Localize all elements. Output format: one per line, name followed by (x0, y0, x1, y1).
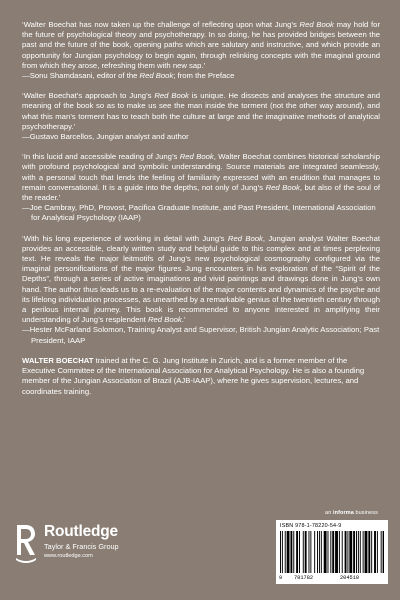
publisher-url: www.routledge.com (44, 553, 93, 559)
barcode-digit-group: 781782 (294, 575, 314, 581)
endorsement-attribution: —Sonu Shamdasani, editor of the Red Book; from the Preface (22, 71, 235, 81)
barcode-bar (363, 531, 364, 573)
barcode-bar (377, 531, 378, 573)
endorsement-attribution: —Joe Cambray, PhD, Provost, Pacifica Graduate Institute, and Past President, International Association for Analytical Psychology (IAAP) (22, 203, 376, 223)
barcode-bar (321, 531, 322, 573)
barcode-bar (303, 531, 304, 573)
barcode-bar (314, 531, 315, 573)
barcode-bar (299, 531, 300, 573)
barcode-bar (290, 531, 292, 573)
barcode-bars (280, 531, 384, 573)
barcode-bar (347, 531, 348, 573)
barcode-bar (371, 531, 372, 573)
publisher-group: Taylor & Francis Group (44, 542, 119, 551)
barcode-digits (276, 575, 388, 583)
barcode-bar (349, 531, 352, 573)
endorsement-attribution: —Hester McFarland Solomon, Training Analyst and Supervisor, British Jungian Analytic Association; Past President, IAAP (22, 325, 380, 345)
barcode-bar (282, 531, 283, 573)
barcode-bar (335, 531, 338, 573)
endorsement-2 (22, 91, 380, 142)
barcode-bar (332, 531, 334, 573)
cover-texts (22, 20, 380, 397)
barcode-bar (309, 531, 310, 573)
barcode-bar (324, 531, 327, 573)
barcode-bar (317, 531, 318, 573)
barcode-digit-group: 9 (279, 575, 283, 581)
endorsement-quote: ‘With his long experience of working in detail with Jung’s Red Book, Jungian analyst Walter Boechat provides an accessible, clearly written study and helpful guide to this complex and at times perplexing text. He reveals the major leitmotifs of Jung’s new psychological cosmography configured via the imaginal personifications of the major figures Jung encounters in his exploration of the “Spirit of the Depths”, through a series of active imaginations and vivid paintings and drawings done in Jung’s own hand. The author thus leads us to a re-evaluation of the major contents and dynamics of the psyche and its lifelong individuation processes, as unearthed by a remarkable genius of the twentieth century through a perilous internal journey. This book is recommended to anyone interested in amplifying their understanding of Jung’s resplendent Red Book.’ (22, 233, 380, 325)
barcode-bar (381, 531, 382, 573)
barcode-bar (356, 531, 357, 573)
informa-tagline: an informa business (325, 510, 378, 516)
isbn-barcode (276, 520, 388, 584)
barcode-bar (280, 531, 281, 573)
barcode-bar (285, 531, 286, 573)
author-name: WALTER BOECHAT (22, 355, 94, 365)
barcode-bar (339, 531, 340, 573)
barcode-bar (374, 531, 376, 573)
barcode-bar (342, 531, 343, 573)
barcode-bar (310, 531, 311, 573)
barcode-bar (305, 531, 307, 573)
publisher-logo (14, 523, 164, 583)
endorsement-quote: ‘In this lucid and accessible reading of Jung’s Red Book, Walter Boechat combines historical scholarship with profound psychological and symbolic understanding. Source materials are integrated seamlessly, with a personal touch that lends the feeling of familiarity expressed with an erudition that manages to remain conversational. It is a guide into the depths, not only of Jung’s Red Book, but also of the soul of the reader.’ (22, 152, 380, 203)
barcode-bar (358, 531, 359, 573)
barcode-bar (365, 531, 368, 573)
barcode-bar (368, 531, 370, 573)
endorsement-quote: ‘Walter Boechat’s approach to Jung’s Red Book is unique. He dissects and analyses the structure and meaning of the book so as to make us see the man inside the torment (not the other way around), and what this man’s torment has to teach both the culture at large and the imaginative methods of analytical psychotherapy.’ (22, 91, 381, 131)
endorsement-quote: ‘Walter Boechat has now taken up the challenge of reflecting upon what Jung’s Red Book may hold for the future of psychological theory and psychotherapy. In so doing, he has provided bridges between the past and the future of the book, opening paths which are salutary and instructive, and which provide an opportunity for Jungian psychology to begin again, through relinking concepts with the imaginal ground from which they arose, refreshing them with new sap.’ (22, 20, 381, 70)
barcode-bar (319, 531, 320, 573)
barcode-bar (383, 531, 384, 573)
barcode-bar (328, 531, 329, 573)
endorsement-4 (22, 234, 380, 346)
author-bio: WALTER BOECHAT trained at the C. G. Jung Institute in Zurich, and is a former member of the Executive Committee of the International Association for Analytical Psychology. He is also a founding member of the Jungian Association of Brazil (AJB-IAAP), where he gives supervision, lectures, and coordinates training. (22, 355, 365, 396)
barcode-bar (360, 531, 361, 573)
isbn-label: ISBN 978-1-78220-54-9 (280, 523, 342, 529)
routledge-r-icon (14, 523, 38, 567)
endorsement-3 (22, 152, 380, 223)
endorsement-attribution: —Gustavo Barcellos, Jungian analyst and author (22, 132, 189, 142)
barcode-bar (296, 531, 298, 573)
barcode-bar (353, 531, 355, 573)
barcode-bar (287, 531, 290, 573)
endorsement-1 (22, 20, 380, 81)
publisher-name: Routledge (44, 523, 118, 540)
barcode-bar (345, 531, 347, 573)
barcode-bar (293, 531, 294, 573)
barcode-bar (330, 531, 331, 573)
barcode-digit-group: 204510 (340, 575, 360, 581)
